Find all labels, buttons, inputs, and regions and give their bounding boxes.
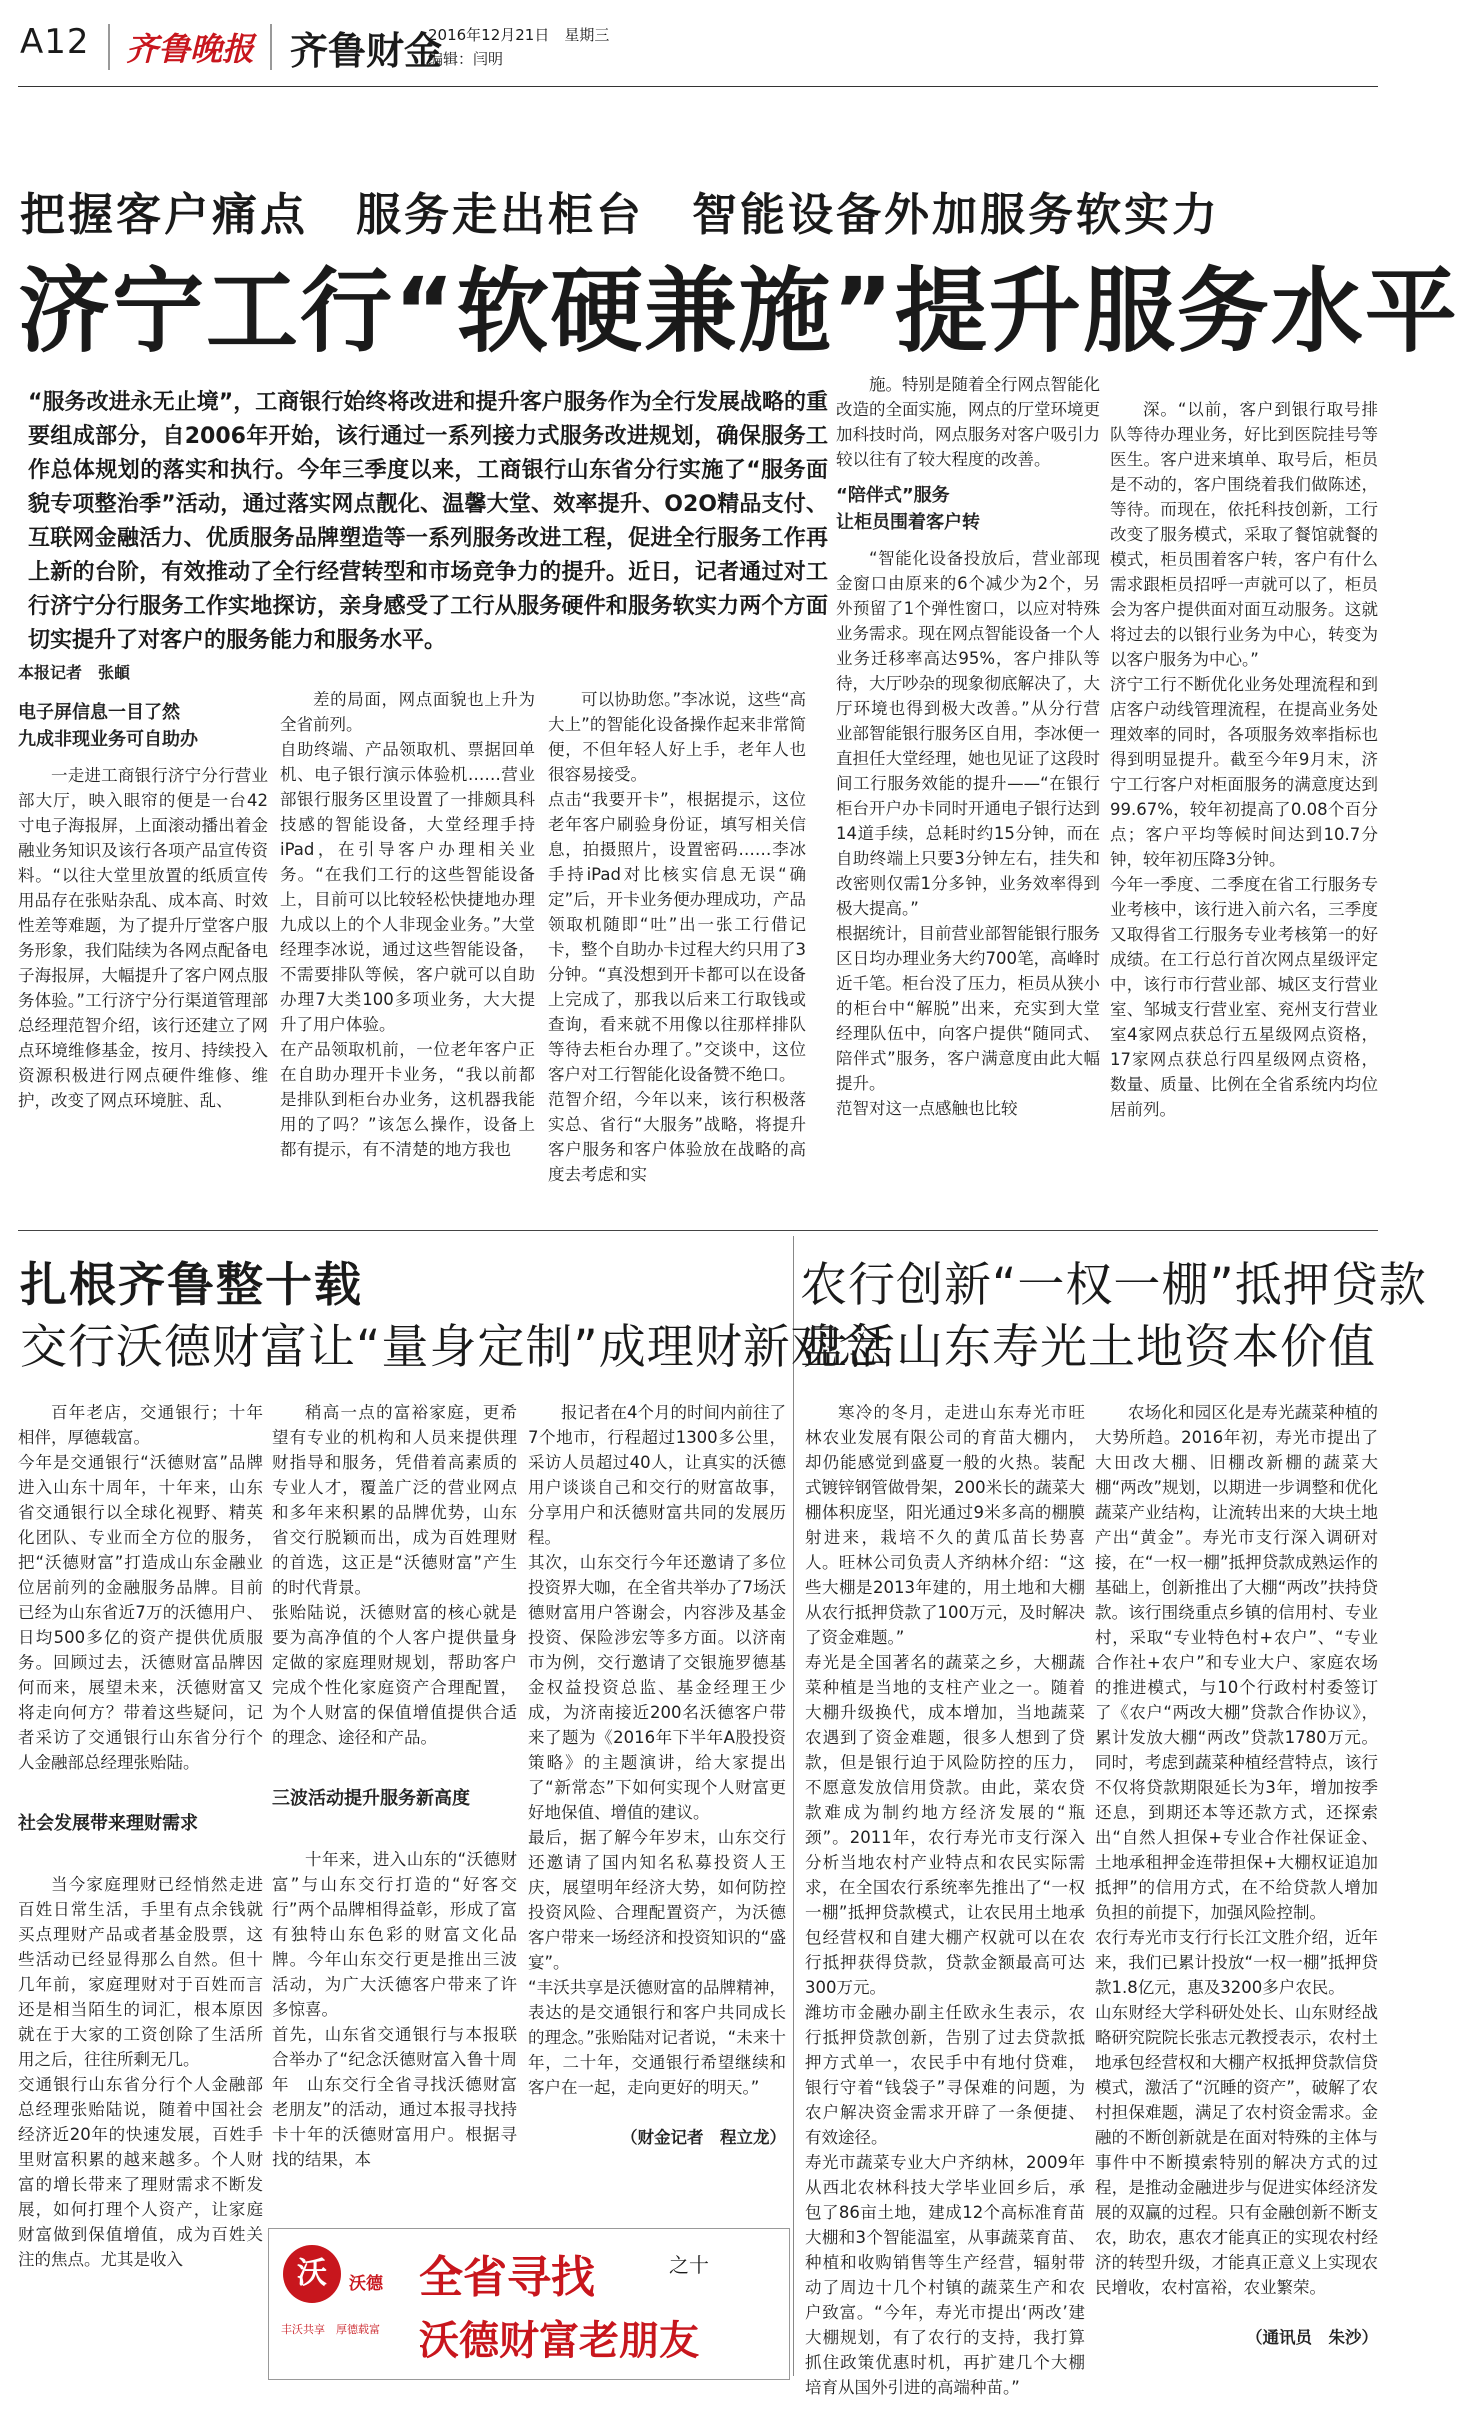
ad-series: 之十 [669,2253,709,2277]
article1-column-1 [18,660,268,1220]
article1-subhead-1: 电子屏信息一目了然 九成非现业务可自助办 [18,702,198,750]
column-divider [793,1236,794,2376]
article1-col2-text: 差的局面，网点面貌也上升为全省前列。 自助终端、产品领取机、票据回单机、电子银行演示体验机……营业部银行服务区里设置了一排颇具科技感的智能设备，大堂经理手持iPad，在引导客户办理相关业务。“在我们工行的这些智能设备上，目前可以比较轻松快捷地办理九成以上的个人非现金业务。”大堂经理李冰说，通过这些智能设备，不需要排队等候，客户就可以自助办理7大类100多项业务，大大提升了用户体验。 在产品领取机前，一位老年客户正在自助办理开卡业务，“我以前都是排队到柜台办业务，这机器我能用的了吗？”该怎么操作，设备上都有提示，有不清楚的地方我也 [280,690,535,1159]
editor-credit: 编辑：闫明 [428,50,504,68]
article1-lead: “服务改进永无止境”，工商银行始终将改进和提升客户服务作为全行发展战略的重要组成部分，自2006年开始，该行通过一系列接力式服务改进规划，确保服务工作总体规划的落实和执行。今年三季度以来，工商银行山东省分行实施了“服务面貌专项整治季”活动，通过落实网点靓化、温馨大堂、效率提升、O2O精品支付、互联网金融活力、优质服务品牌塑造等一系列服务改进工程，促进全行服务工作再上新的台阶，有效推动了全行经营转型和市场竞争力的提升。近日，记者通过对工行济宁分行服务工作实地探访，亲身感受了工行从服务硬件和服务软实力两个方面切实提升了对客户的服务能力和服务水平。 [28,390,828,653]
article3-col2-text: 农场化和园区化是寿光蔬菜种植的大势所趋。2016年初，寿光市提出了大田改大棚、旧棚改新棚的蔬菜大棚“两改”规划，以期进一步调整和优化蔬菜产业结构，让流转出来的大块土地产出“黄金”。寿光市支行深入调研对接，在“一权一棚”抵押贷款成熟运作的基础上，创新推出了大棚“两改”扶持贷款。该行围绕重点乡镇的信用村、专业村，采取“专业特色村+农户”、“专业合作社+农户”和专业大户、家庭农场的推进模式，与10个行政村村委签订了《农户“两改大棚”贷款合作协议》，累计发放大棚“两改”贷款1780万元。同时，考虑到蔬菜种植经营特点，该行不仅将贷款期限延长为3年，增加按季还息，到期还本等还款方式，还探索出“自然人担保+专业合作社保证金、土地承租押金连带担保+大棚权证追加抵押”的信用方式，在不给贷款人增加负担的前提下，加强风险控制。 农行寿光市支行行长江文胜介绍，近年来，我们已累计投放“一权一棚”抵押贷款1.8亿元，惠及3200多户农民。 山东财经大学科研处处长、山东财经战略研究院院长张志元教授表示，农村土地承包经营权和大棚产权抵押贷款信贷模式，激活了“沉睡的资产”，破解了农村担保难题，满足了农村资金需求。金融的不断创新就是在面对特殊的主体与事件中不断摸索特别的解决方式的过程，是推动金融进步与促进实体经济发展的双赢的过程。只有金融创新不断支农，助农，惠农才能真正的实现农村经济的转型升级，才能真正意义上实现农民增收，农村富裕，农业繁荣。 [1095,1403,1378,2297]
ad-brand: 沃德 [349,2274,383,2294]
article1-col4-text-b: “智能化设备投放后，营业部现金窗口由原来的6个减少为2个，另外预留了1个弹性窗口，以应对特殊业务需求。现在网点智能设备一个人业务迁移率高达95%，客户排队等待，大厅吵杂的现象彻底解决了，大厅环境也得到极大改善。”从分行营业部智能银行服务区自用，李冰便一直担任大堂经理，她也见证了这段时间工行服务效能的提升——“在银行柜台开户办卡同时开通电子银行达到14道手续，总耗时约15分钟，而在自助终端上只要3分钟左右，挂失和改密则仅需1分多钟，业务效率得到极大提高。” 根据统计，目前营业部智能银行服务区日均办理业务大约700笔，高峰时近千笔。柜台没了压力，柜员从狭小的柜台中“解脱”出来，充实到大堂经理队伍中，向客户提供“随同式、陪伴式”服务，客户满意度由此大幅提升。 范智对这一点感触也比较 [836,549,1100,1118]
article3-title-2: 盘活山东寿光土地资本价值 [800,1320,1376,1375]
article2-col1-text-b: 当今家庭理财已经悄然走进百姓日常生活，手里有点余钱就买点理财产品或者基金股票，这些活动已经显得那么自然。但十几年前，家庭理财对于百姓而言还是相当陌生的词汇，根本原因就在于大家的工资创除了生活所用之后，往往所剩无几。 交通银行山东省分行个人金融部总经理张贻陆说，随着中国社会经济近20年的快速发展，百姓手里财富积累的越来越多。个人财富的增长带来了理财需求不断发展，如何打理个人资产，让家庭财富做到保值增值，成为百姓关注的焦点。尤其是收入 [18,1875,263,2269]
article3-column-1 [805,1375,1085,2397]
article1-byline: 本报记者 张頔 [18,663,131,682]
article1-col4-text: 施。特别是随着全行网点智能化改造的全面实施，网点的厅堂环境更加科技时尚，网点服务对客户吸引力较以往有了较大程度的改善。 [836,375,1100,469]
article2-subhead-1: 社会发展带来理财需求 [18,1813,198,1834]
article1-col5-text: 深。“以前，客户到银行取号排队等待办理业务，好比到医院挂号等医生。客户进来填单、取号后，柜员是不动的，客户围绕着我们做陈述，等待。而现在，依托科技创新，工行改变了服务模式，采取了餐馆就餐的模式，柜员围着客户转，客户有什么需求跟柜员招呼一声就可以了，柜员会为客户提供面对面互动服务。这就将过去的以银行业务为中心，转变为以客户服务为中心。” 济宁工行不断优化业务处理流程和到店客户动线管理流程，在提高业务处理效率的同时，各项服务效率指标也得到明显提升。截至今年9月末，济宁工行客户对柜面服务的满意度达到99.67%，较年初提高了0.08个百分点；客户平均等候时间达到10.7分钟，较年初压降3分钟。 今年一季度、二季度在省工行服务专业考核中，该行进入前六名，三季度又取得省工行服务专业考核第一的好成绩。在工行总行首次网点星级评定中，该行市行营业部、城区支行营业室、邹城支行营业室、兖州支行营业室4家网点获总行五星级网点资格，17家网点获总行四星级网点资格，数量、质量、比例在全省系统内均位居前列。 [1110,400,1378,1119]
article3-column-2 [1095,1375,1378,2380]
article1-column-4 [836,372,1100,1222]
article1-column-2 [280,662,535,1222]
article1-subhead-2: “陪伴式”服务 让柜员围着客户转 [836,485,980,533]
article2-title-1: 扎根齐鲁整十载 [20,1258,363,1313]
article1-column-3 [548,662,806,1222]
wode-logo-icon: 沃 [283,2245,341,2303]
issue-date: 2016年12月21日 星期三 [428,26,610,44]
header-rule [18,86,1378,87]
ad-title: 全省寻找 [419,2252,595,2303]
article2-col1-text: 百年老店，交通银行；十年相伴，厚德载富。 今年是交通银行“沃德财富”品牌进入山东十周年，十年来，山东省交通银行以全球化视野、精英化团队、专业而全方位的服务，把“沃德财富”打造成山东金融业位居前列的金融服务品牌。目前已经为山东省近7万的沃德用户、日均500多亿的资产提供优质服务。回顾过去，沃德财富品牌因何而来，展望未来，沃德财富又将走向何方？带着这些疑问，记者采访了交通银行山东省分行个人金融部总经理张贻陆。 [18,1403,263,1772]
article2-subhead-2: 三波活动提升服务新高度 [272,1788,470,1809]
article2-column-2 [272,1375,517,2225]
article1-title: 济宁工行“软硬兼施”提升服务水平 [18,258,1459,365]
article2-title-2: 交行沃德财富让“量身定制”成理财新观念 [20,1320,887,1375]
ad-subtitle: 沃德财富老朋友 [419,2318,699,2364]
article1-column-5 [1110,372,1378,1222]
article2-col2-text-b: 十年来，进入山东的“沃德财富”与山东交行打造的“好客交行”两个品牌相得益彰，形成了富有独特山东色彩的财富文化品牌。今年山东交行更是推出三波活动，为广大沃德客户带来了许多惊喜。 首先，山东省交通银行与本报联合举办了“纪念沃德财富入鲁十周年 山东交行全省寻找沃德财富老朋友”的活动，通过本报寻找持卡十年的沃德财富用户。根据寻找的结果，本 [272,1850,517,2169]
article2-credit: （财金记者 程立龙） [621,2128,786,2147]
section-divider [18,1230,1378,1231]
article1-col3-text: 可以协助您。”李冰说，这些“高大上”的智能化设备操作起来非常简便，不但年轻人好上手，老年人也很容易接受。 点击“我要开卡”，根据提示，这位老年客户刷验身份证，填写相关信息，拍摄照片，设置密码……李冰手持iPad对比核实信息无误“确定”后，开卡业务便办理成功，产品领取机随即“吐”出一张工行借记卡，整个自助办卡过程大约只用了3分钟。“真没想到开卡都可以在设备上完成了，那我以后来工行取钱或查询，看来就不用像以往那样排队等待去柜台办理了。”交谈中，这位客户对工行智能化设备赞不绝口。 范智介绍，今年以来，该行积极落实总、省行“大服务”战略，将提升客户服务和客户体验放在战略的高度去考虑和实 [548,690,806,1184]
article2-col3-text: 报记者在4个月的时间内前往了7个地市，行程超过1300多公里，采访人员超过40人，让真实的沃德用户谈谈自己和交行的财富故事，分享用户和沃德财富共同的发展历程。 其次，山东交行今年还邀请了多位投资界大咖，在全省共举办了7场沃德财富用户答谢会，内容涉及基金投资、保险涉宏等多方面。以济南市为例，交行邀请了交银施罗德基金权益投资总监、基金经理王少成，为济南接近200名沃德客户带来了题为《2016年下半年A股投资策略》的主题演讲，给大家提出了“新常态”下如何实现个人财富更好地保值、增值的建议。 最后，据了解今年岁末，山东交行还邀请了国内知名私募投资人王庆，展望明年经济大势，如何防控投资风险、合理配置资产，为沃德客户带来一场经济和投资知识的“盛宴”。 “丰沃共享是沃德财富的品牌精神，表达的是交通银行和客户共同成长的理念。”张贻陆对记者说，“未来十年，二十年，交通银行希望继续和客户在一起，走向更好的明天。” [528,1403,786,2097]
article1-subtitle: 把握客户痛点 服务走出柜台 智能设备外加服务软实力 [20,188,1221,241]
advertisement [268,2228,790,2380]
article3-credit: （通讯员 朱沙） [1246,2328,1378,2347]
newspaper-name: 齐鲁晚报 [108,24,272,70]
ad-slogan: 丰沃共享 厚德载富 [281,2323,380,2336]
article2-column-1 [18,1375,263,2375]
page-number: A12 [20,22,90,62]
article3-col1-text: 寒冷的冬月，走进山东寿光市旺林农业发展有限公司的育苗大棚内，却仍能感觉到盛夏一般的火热。装配式镀锌钢管做骨架，200米长的蔬菜大棚体积庞坚，阳光通过9米多高的棚膜射进来，栽培不久的黄瓜苗长势喜人。旺林公司负责人齐纳林介绍：“这些大棚是2013年建的，用土地和大棚从农行抵押贷款了100万元，及时解决了资金难题。” 寿光是全国著名的蔬菜之乡，大棚蔬菜种植是当地的支柱产业之一。随着大棚升级换代，成本增加，当地蔬菜农遇到了资金难题，很多人想到了贷款，但是银行迫于风险防控的压力，不愿意发放信用贷款。由此，菜农贷款难成为制约地方经济发展的“瓶颈”。2011年，农行寿光市支行深入分析当地农村产业特点和农民实际需求，在全国农行系统率先推出了“一权一棚”抵押贷款模式，让农民用土地承包经营权和自建大棚产权就可以在农行抵押获得贷款，贷款金额最高可达300万元。 潍坊市金融办副主任欧永生表示，农行抵押贷款创新，告别了过去贷款抵押方式单一，农民手中有地付贷难，银行守着“钱袋子”寻保难的问题，为农户解决资金需求开辟了一条便捷、有效途径。 寿光市蔬菜专业大户齐纳林，2009年从西北农林科技大学毕业回乡后，承包了86亩土地，建成12个高标准育苗大棚和3个智能温室，从事蔬菜育苗、种植和收购销售等生产经营，辐射带动了周边十几个村镇的蔬菜生产和农户致富。“今年，寿光市提出‘两改’建大棚规划，有了农行的支持，我打算抓住政策优惠时机，再扩建几个大棚培育从国外引进的高端种苗。” [805,1403,1085,2397]
article3-title-1: 农行创新“一权一棚”抵押贷款 [800,1258,1427,1313]
article1-col1-text: 一走进工商银行济宁分行营业部大厅，映入眼帘的便是一台42寸电子海报屏，上面滚动播出着金融业务知识及该行各项产品宣传资料。“以往大堂里放置的纸质宣传用品存在张贴杂乱、成本高、时效性差等难题，为了提升厅堂客户服务形象，我们陆续为各网点配备电子海报屏，大幅提升了客户网点服务体验。”工行济宁分行渠道管理部总经理范智介绍，该行还建立了网点环境维修基金，按月、持续投入资源积极进行网点硬件维修、维护，改变了网点环境脏、乱、 [18,766,268,1110]
section-title: 齐鲁财金 [290,29,443,73]
article2-column-3 [528,1375,786,2225]
article2-col2-text: 稍高一点的富裕家庭，更希望有专业的机构和人员来提供理财指导和服务，凭借着高素质的专业人才，覆盖广泛的营业网点和多年来积累的品牌优势，山东省交行脱颖而出，成为百姓理财的首选，这正是“沃德财富”产生的时代背景。 张贻陆说，沃德财富的核心就是要为高净值的个人客户提供量身定做的家庭理财规划，帮助客户完成个性化家庭资产合理配置，为个人财富的保值增值提供合适的理念、途径和产品。 [272,1403,517,1747]
